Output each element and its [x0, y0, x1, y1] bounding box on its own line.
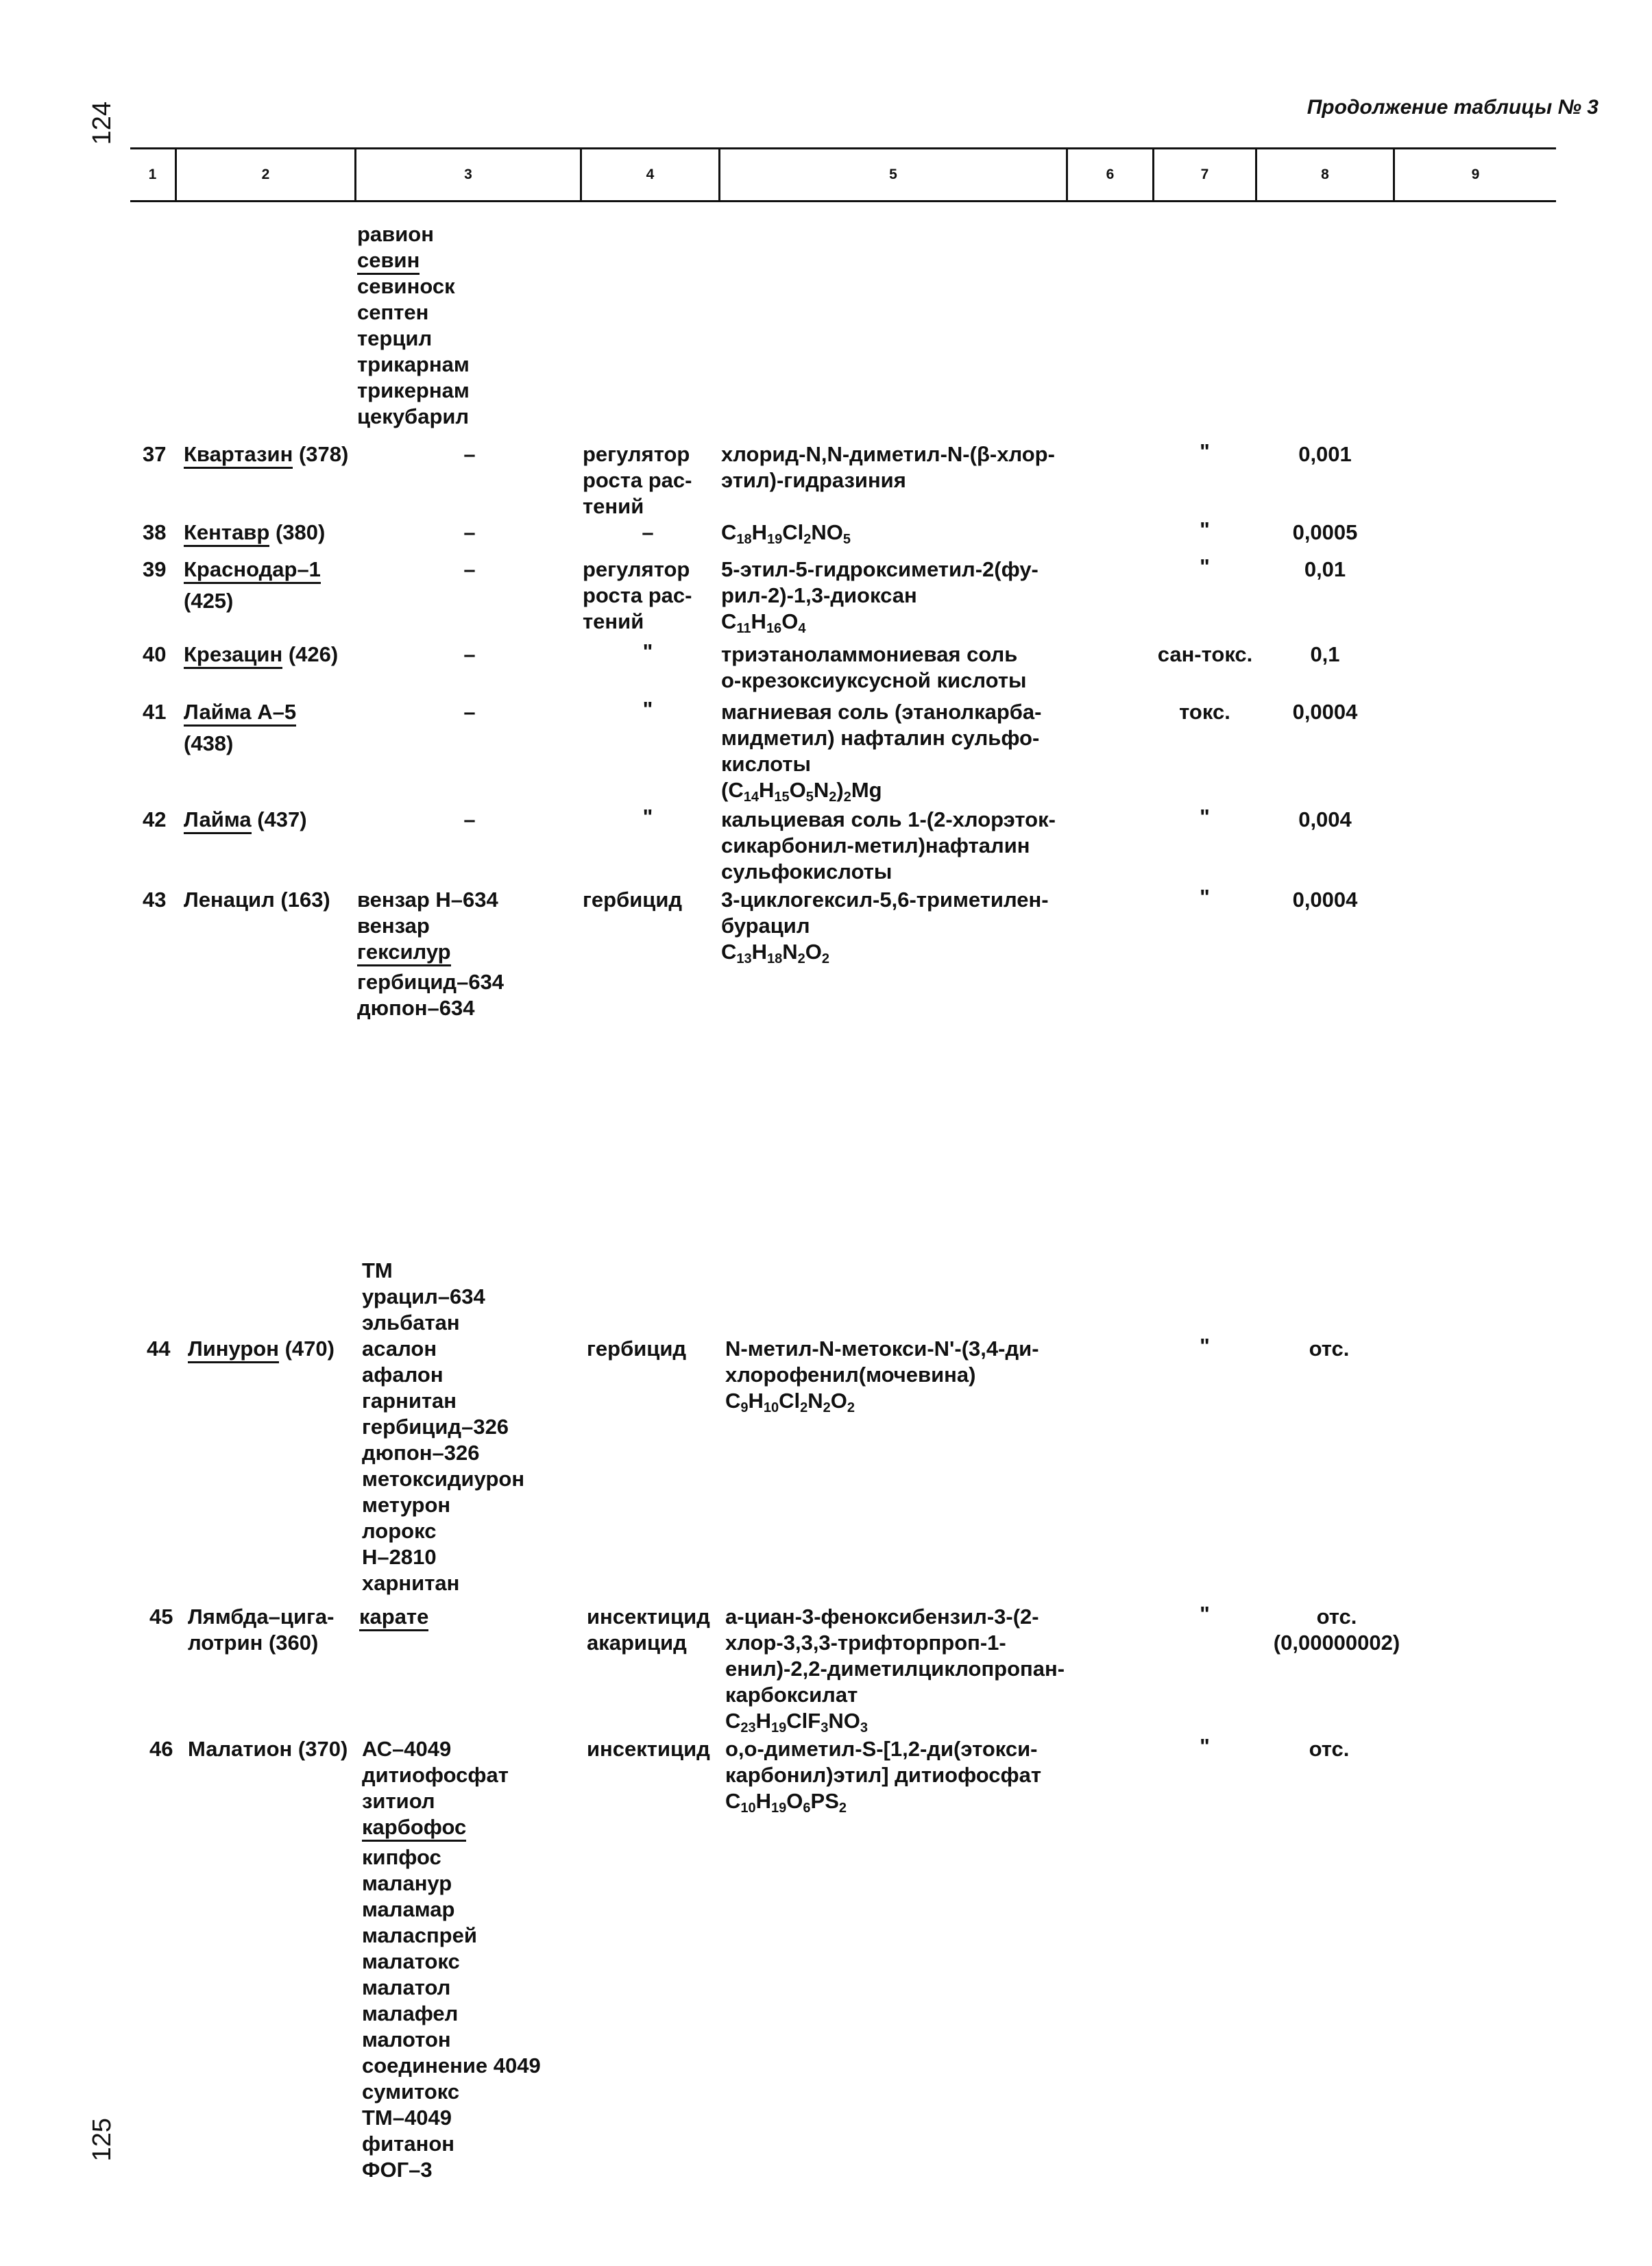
- row-number: 38: [143, 520, 167, 544]
- row-number: 39: [143, 557, 167, 581]
- synonym: севиноск: [357, 274, 455, 298]
- value: 0,001: [1298, 442, 1352, 466]
- column-header: 7: [1200, 167, 1209, 182]
- purpose: гербицид: [587, 1337, 687, 1361]
- synonym-dash: –: [463, 642, 476, 666]
- column-header: 2: [261, 167, 270, 182]
- hazard: токс.: [1179, 700, 1230, 724]
- column-header: 6: [1106, 167, 1115, 182]
- synonym: цекубарил: [357, 404, 470, 428]
- chemical-name: о,о-диметил-S-[1,2-ди(этокси- карбонил)этил] дитиофосфат $C_{10}H_{19}O_6PS_2$: [725, 1737, 1042, 1816]
- value: 0,004: [1298, 807, 1352, 831]
- synonym-list: вензар H–634 вензар гексилур гербицид–634 дюпон–634: [357, 888, 505, 1020]
- row-number: 37: [143, 442, 167, 466]
- substance-name: Лямбда–цига- лотрин (360): [188, 1605, 335, 1655]
- purpose: –: [642, 520, 654, 544]
- synonym-dash: –: [463, 520, 476, 544]
- row-number: 45: [149, 1605, 173, 1629]
- row-number: 44: [147, 1337, 171, 1361]
- purpose: ": [642, 805, 653, 829]
- row-number: 41: [143, 700, 167, 724]
- synonym-dash: –: [463, 442, 476, 466]
- continuation-title: Продолжение таблицы № 3: [1307, 96, 1599, 119]
- value: отс.: [1309, 1337, 1350, 1361]
- chemical-formula: $(C_{14}H_{15}O_5N_2)_2Mg$: [721, 778, 882, 805]
- chemical-name: N-метил-N-метокси-N'-(3,4-ди- хлорофенил(мочевина) $C_9H_{10}Cl_2N_2O_2$: [725, 1337, 1039, 1415]
- purpose: регулятор роста рас- тений: [583, 442, 692, 518]
- synonym-list: АС–4049 дитиофосфат зитиол карбофос кипфос маланур маламар маласпрей малатокс малатол малафел малотон соединение 4049 сумитокс ТМ–4049 фитанон ФОГ–3: [362, 1737, 541, 2182]
- chemical-formula: $C_9H_{10}Cl_2N_2O_2$: [725, 1389, 855, 1415]
- hazard: ": [1200, 555, 1210, 578]
- hazard: ": [1200, 885, 1210, 909]
- row-number: 42: [143, 807, 167, 831]
- hazard: ": [1200, 439, 1210, 463]
- synonym-dash: –: [463, 700, 476, 724]
- hazard: ": [1200, 517, 1210, 541]
- page-number-top: 124: [88, 101, 117, 145]
- value: 0,1: [1310, 642, 1340, 666]
- column-header: 4: [646, 167, 655, 182]
- hazard: сан-токс.: [1157, 642, 1253, 666]
- value: 0,0004: [1292, 700, 1358, 724]
- purpose: регулятор роста рас- тений: [583, 557, 692, 633]
- column-header: 1: [148, 167, 157, 182]
- hazard: ": [1200, 1734, 1210, 1758]
- column-header: 3: [464, 167, 472, 182]
- substance-name: Крезацин (426): [184, 642, 338, 668]
- chemical-name: магниевая соль (этанолкарба- мидметил) нафталин сульфо- кислоты $(C_{14}H_{15}O_5N_2)_2Mg$: [721, 700, 1042, 805]
- substance-name: Кентавр (380): [184, 520, 325, 546]
- substance-name: Линурон (470): [188, 1336, 335, 1362]
- chemical-formula: $C_{10}H_{19}O_6PS_2$: [725, 1789, 847, 1816]
- row-number: 43: [143, 888, 167, 912]
- page-number-bottom: 125: [88, 2118, 117, 2162]
- chemical-name: хлорид-N,N-диметил-N-(β-хлор- этил)-гидразиния: [721, 442, 1055, 492]
- synonym: трикарнам: [357, 352, 470, 376]
- purpose: ": [642, 697, 653, 721]
- column-header: 5: [889, 167, 897, 182]
- chemical-name: 3-циклогексил-5,6-триметилен- бурацил $C_{13}H_{18}N_2O_2$: [721, 888, 1049, 966]
- chemical-name: а-циан-3-феноксибензил-3-(2- хлор-3,3,3-трифторпроп-1- енил)-2,2-диметилциклопропан- карбоксилат $C_{23}H_{19}ClF_3NO_3$: [725, 1605, 1065, 1735]
- hazard: ": [1200, 1334, 1210, 1358]
- purpose: ": [642, 639, 653, 663]
- chemical-name: кальциевая соль 1-(2-хлорэток- сикарбонил-метил)нафталин сульфокислоты: [721, 807, 1056, 884]
- substance-name: Краснодар–1 (425): [184, 557, 321, 613]
- value: отс.: [1309, 1737, 1350, 1761]
- purpose: гербицид: [583, 888, 683, 912]
- synonym: терцил: [357, 326, 433, 350]
- value: 0,0004: [1292, 888, 1358, 912]
- synonym-dash: –: [463, 807, 476, 831]
- synonym: септен: [357, 300, 429, 324]
- synonym: трикернам: [357, 378, 470, 402]
- synonym: равион: [357, 222, 434, 246]
- hazard: ": [1200, 1602, 1210, 1626]
- synonym-list: [357, 221, 470, 430]
- synonym: севин: [357, 247, 470, 273]
- purpose: инсектицид: [587, 1737, 710, 1761]
- value: 0,0005: [1292, 520, 1358, 544]
- synonym-list: асалон афалон гарнитан гербицид–326 дюпон–326 метоксидиурон метурон лорокс H–2810 харнитан: [362, 1337, 525, 1595]
- chemical-formula: $C_{11}H_{16}O_4$: [721, 609, 806, 636]
- chemical-formula: $C_{18}H_{19}Cl_2NO_5$: [721, 520, 851, 547]
- hazard: ": [1200, 805, 1210, 829]
- substance-name: Лайма (437): [184, 807, 307, 833]
- chemical-name: 5-этил-5-гидроксиметил-2(фу- рил-2)-1,3-диоксан $C_{11}H_{16}O_4$: [721, 557, 1038, 636]
- chemical-name: триэтаноламмониевая соль о-крезоксиуксусной кислоты: [721, 642, 1027, 692]
- column-header: 9: [1471, 167, 1480, 182]
- synonym-list: ТМ урацил–634 эльбатан: [362, 1258, 485, 1335]
- column-header: 8: [1321, 167, 1329, 182]
- purpose: инсектицид акарицид: [587, 1605, 710, 1655]
- synonym-dash: –: [463, 557, 476, 581]
- value: отс. (0,00000002): [1273, 1605, 1400, 1655]
- row-number: 40: [143, 642, 167, 666]
- substance-name: Квартазин (378): [184, 441, 348, 467]
- chemical-formula: $C_{23}H_{19}ClF_3NO_3$: [725, 1709, 868, 1735]
- synonym-list: карате: [359, 1604, 428, 1630]
- value: 0,01: [1304, 557, 1346, 581]
- substance-name: Малатион (370): [188, 1737, 348, 1761]
- substance-name: Лайма А–5 (438): [184, 700, 297, 755]
- chemical-formula: $C_{13}H_{18}N_2O_2$: [721, 940, 830, 966]
- substance-name: Ленацил (163): [184, 888, 330, 912]
- row-number: 46: [149, 1737, 173, 1761]
